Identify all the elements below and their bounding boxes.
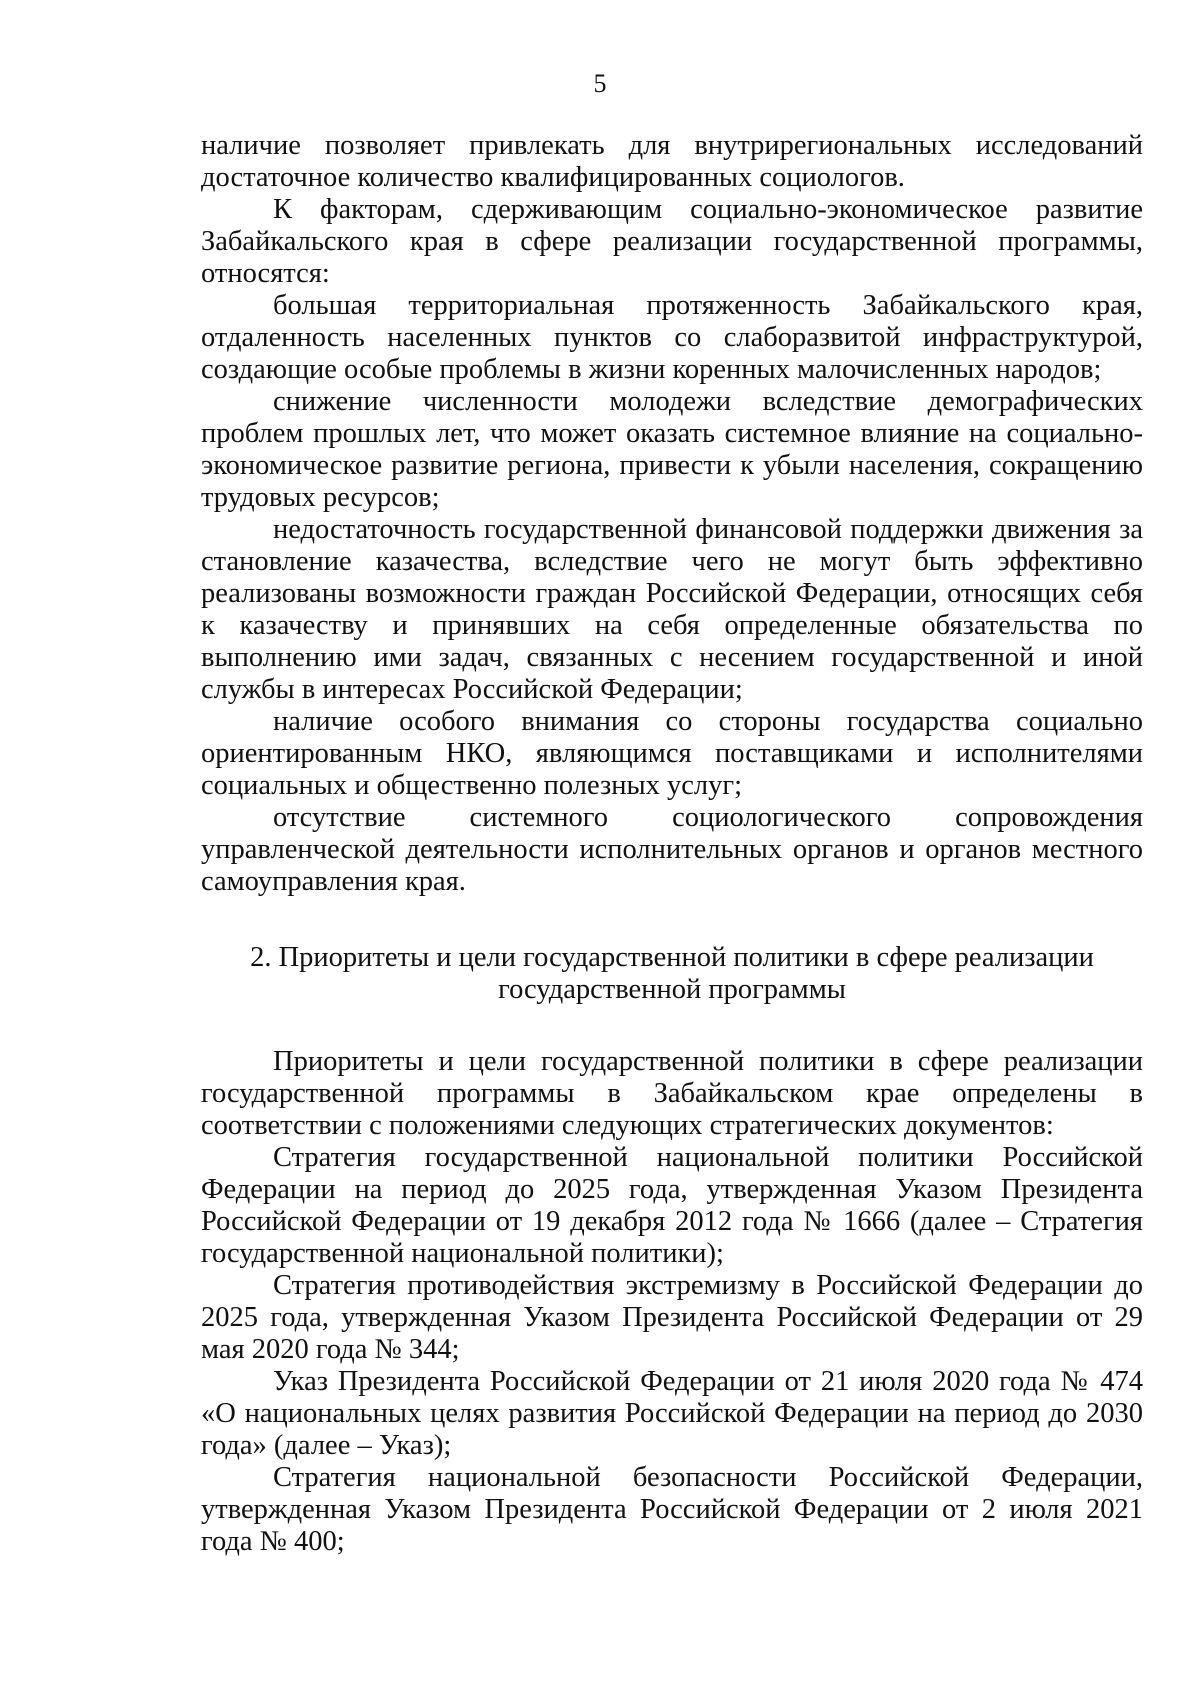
strategic-document-item: Указ Президента Российской Федерации от 21 июля 2020 года № 474 «О национальных целях развития Российской Федерации на период до 2030 года» (далее – Указ); (201, 1366, 1143, 1461)
priorities-intro-paragraph: Приоритеты и цели государственной политики в сфере реализации государственной программы в Забайкальском крае определены в соответствии с положениями следующих стратегических документов: (201, 1046, 1143, 1141)
factor-item: большая территориальная протяженность Забайкальского края, отдаленность населенных пунктов со слаборазвитой инфраструктурой, создающие особые проблемы в жизни коренных малочисленных народов; (201, 290, 1143, 385)
factor-item: снижение численности молодежи вследствие демографических проблем прошлых лет, что может оказать системное влияние на социально-экономическое развитие региона, привести к убыли населения, сокращению трудовых ресурсов; (201, 386, 1143, 513)
factors-intro-paragraph: К факторам, сдерживающим социально-экономическое развитие Забайкальского края в сфере реализации государственной программы, относятся: (201, 194, 1143, 289)
factor-item: наличие особого внимания со стороны государства социально ориентированным НКО, являющимся поставщиками и исполнителями социальных и общественно полезных услуг; (201, 706, 1143, 801)
strategic-document-item: Стратегия государственной национальной политики Российской Федерации на период до 2025 года, утвержденная Указом Президента Российской Федерации от 19 декабря 2012 года № 1666 (далее – Стратегия государственной национальной политики); (201, 1142, 1143, 1269)
continuation-paragraph: наличие позволяет привлекать для внутрирегиональных исследований достаточное количество квалифицированных социологов. (201, 130, 1143, 193)
strategic-document-item: Стратегия противодействия экстремизму в Российской Федерации до 2025 года, утвержденная Указом Президента Российской Федерации от 29 мая 2020 года № 344; (201, 1270, 1143, 1365)
page-number: 5 (593, 69, 607, 98)
factor-item: недостаточность государственной финансовой поддержки движения за становление казачества, вследствие чего не могут быть эффективно реализованы возможности граждан Российской Федерации, относящих себя к казачеству и принявших на себя определенные обязательства по выполнению ими задач, связанных с несением государственной и иной службы в интересах Российской Федерации; (201, 514, 1143, 705)
section-heading: 2. Приоритеты и цели государственной политики в сфере реализации государственной программы (250, 942, 1094, 1005)
document-body (201, 130, 1143, 1558)
strategic-document-item: Стратегия национальной безопасности Российской Федерации, утвержденная Указом Президента Российской Федерации от 2 июля 2021 года № 400; (201, 1462, 1143, 1557)
factor-item: отсутствие системного социологического сопровождения управленческой деятельности исполнительных органов и органов местного самоуправления края. (201, 802, 1143, 897)
